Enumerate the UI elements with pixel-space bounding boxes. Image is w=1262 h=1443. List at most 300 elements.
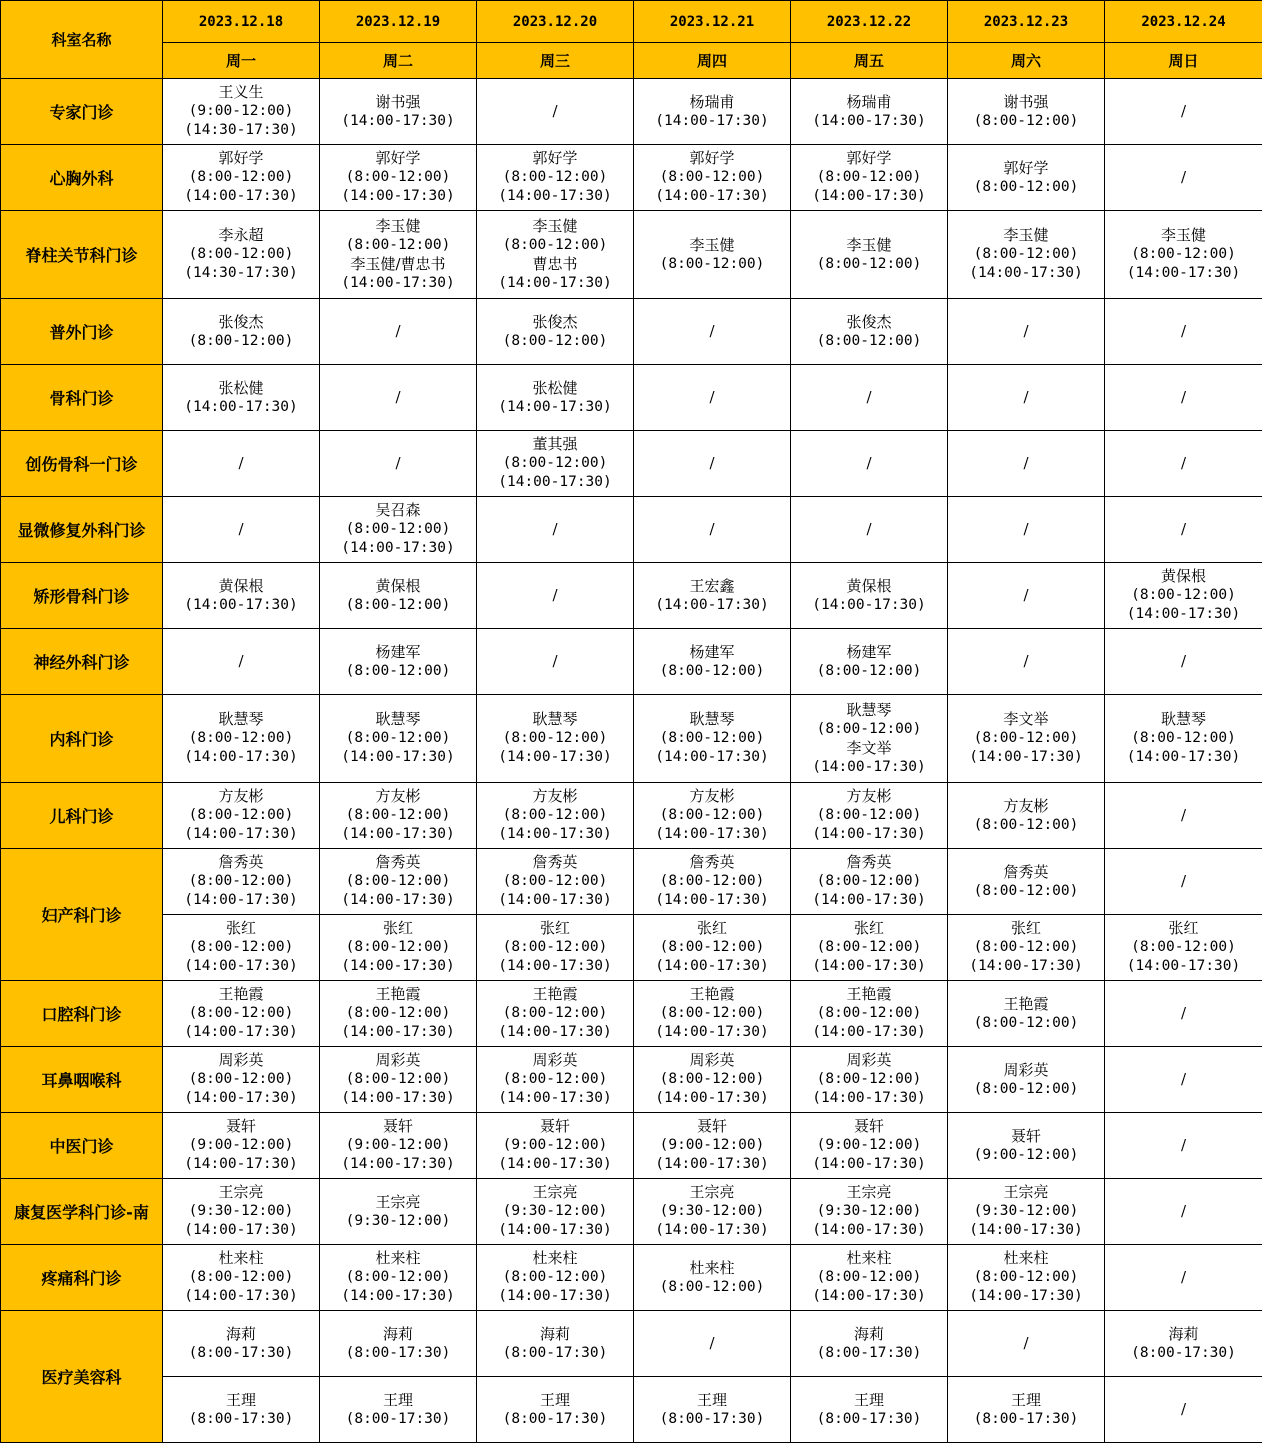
clinic-hours: (14:00-17:30) [791,1089,947,1108]
no-clinic-mark: / [948,652,1104,671]
schedule-cell [1105,563,1262,629]
doctor-name: 董其强 [477,435,633,454]
no-clinic-mark: / [791,454,947,473]
schedule-cell [634,79,791,145]
schedule-cell [1105,1245,1262,1311]
clinic-hours: (14:00-17:30) [477,1023,633,1042]
doctor-name: 杜来柱 [163,1249,319,1268]
doctor-name: 詹秀英 [477,853,633,872]
table-row [1,1113,1262,1179]
doctor-name: 郭好学 [477,149,633,168]
clinic-hours: (9:00-12:00) [948,1146,1104,1165]
schedule-cell [1105,849,1262,915]
table-row [1,431,1262,497]
schedule-cell [1105,299,1262,365]
clinic-hours: (8:00-12:00) [948,938,1104,957]
schedule-cell [948,299,1105,365]
no-clinic-mark: / [1105,652,1262,671]
weekday-header: 周一 [163,43,320,79]
schedule-cell [1105,79,1262,145]
doctor-name: 耿慧琴 [163,710,319,729]
doctor-name: 海莉 [791,1325,947,1344]
schedule-cell [320,915,477,981]
clinic-hours: (8:00-12:00) [1105,586,1262,605]
schedule-cell [948,1113,1105,1179]
clinic-hours: (8:00-12:00) [320,872,476,891]
clinic-hours: (8:00-12:00) [320,1268,476,1287]
clinic-hours: (8:00-12:00) [634,1004,790,1023]
doctor-name: 曹忠书 [477,255,633,274]
doctor-name: 谢书强 [948,93,1104,112]
doctor-name: 王理 [791,1391,947,1410]
department-name: 疼痛科门诊 [1,1245,163,1311]
clinic-hours: (8:00-12:00) [477,1070,633,1089]
clinic-hours: (14:00-17:30) [320,825,476,844]
date-header: 2023.12.19 [320,1,477,43]
schedule-cell [477,1245,634,1311]
clinic-hours: (14:00-17:30) [948,264,1104,283]
no-clinic-mark: / [1105,1268,1262,1287]
clinic-hours: (8:00-12:00) [634,938,790,957]
clinic-hours: (14:00-17:30) [1105,605,1262,624]
clinic-hours: (14:00-17:30) [163,748,319,767]
schedule-cell [320,1113,477,1179]
schedule-cell [477,1047,634,1113]
weekday-header: 周三 [477,43,634,79]
schedule-cell [791,695,948,783]
schedule-cell [948,695,1105,783]
schedule-cell [320,497,477,563]
doctor-name: 方友彬 [634,787,790,806]
table-row [1,783,1262,849]
doctor-name: 郭好学 [163,149,319,168]
clinic-hours: (8:00-12:00) [320,1004,476,1023]
schedule-cell [477,365,634,431]
clinic-hours: (14:00-17:30) [791,891,947,910]
schedule-cell [634,365,791,431]
schedule-cell [320,629,477,695]
doctor-name: 方友彬 [948,797,1104,816]
clinic-hours: (14:00-17:30) [477,891,633,910]
doctor-name: 周彩英 [477,1051,633,1070]
doctor-name: 聂轩 [948,1127,1104,1146]
schedule-cell [791,365,948,431]
doctor-name: 张红 [320,919,476,938]
schedule-cell [163,981,320,1047]
no-clinic-mark: / [1105,454,1262,473]
table-row [1,365,1262,431]
clinic-hours: (8:00-17:30) [948,1410,1104,1429]
schedule-cell [634,1377,791,1443]
clinic-hours: (8:00-12:00) [320,1070,476,1089]
no-clinic-mark: / [1105,872,1262,891]
clinic-hours: (14:00-17:30) [634,187,790,206]
doctor-name: 耿慧琴 [320,710,476,729]
clinic-hours: (8:00-12:00) [791,872,947,891]
clinic-hours: (8:00-12:00) [948,178,1104,197]
clinic-hours: (8:00-12:00) [477,236,633,255]
schedule-cell [634,1047,791,1113]
no-clinic-mark: / [163,520,319,539]
schedule-cell [634,915,791,981]
clinic-hours: (14:30-17:30) [163,121,319,140]
doctor-name: 王宗亮 [634,1183,790,1202]
clinic-hours: (8:00-17:30) [477,1344,633,1363]
table-row [1,79,1262,145]
clinic-hours: (8:00-12:00) [948,816,1104,835]
schedule-cell [791,1179,948,1245]
table-row [1,629,1262,695]
schedule-cell [1105,1377,1262,1443]
schedule-cell [477,431,634,497]
clinic-hours: (8:00-12:00) [791,1268,947,1287]
clinic-hours: (8:00-12:00) [791,662,947,681]
schedule-cell [320,1377,477,1443]
table-row [1,695,1262,783]
clinic-hours: (8:00-12:00) [477,1268,633,1287]
schedule-cell [634,1113,791,1179]
no-clinic-mark: / [1105,168,1262,187]
department-name: 康复医学科门诊-南 [1,1179,163,1245]
clinic-hours: (14:00-17:30) [791,1023,947,1042]
clinic-hours: (8:00-12:00) [163,729,319,748]
schedule-cell [634,1311,791,1377]
clinic-hours: (14:00-17:30) [634,748,790,767]
weekday-header: 周日 [1105,43,1262,79]
schedule-cell [634,211,791,299]
table-row [1,981,1262,1047]
date-header: 2023.12.21 [634,1,791,43]
clinic-hours: (14:00-17:30) [163,825,319,844]
schedule-cell [1105,211,1262,299]
clinic-hours: (9:00-12:00) [163,102,319,121]
clinic-hours: (14:00-17:30) [791,596,947,615]
no-clinic-mark: / [477,586,633,605]
doctor-name: 海莉 [163,1325,319,1344]
no-clinic-mark: / [1105,1136,1262,1155]
schedule-cell [163,145,320,211]
clinic-hours: (14:00-17:30) [320,1023,476,1042]
clinic-hours: (8:00-12:00) [477,872,633,891]
clinic-hours: (14:00-17:30) [477,1155,633,1174]
schedule-cell [163,1047,320,1113]
no-clinic-mark: / [477,520,633,539]
schedule-cell [477,629,634,695]
schedule-cell [791,79,948,145]
clinic-hours: (8:00-12:00) [948,1014,1104,1033]
schedule-cell [634,849,791,915]
schedule-cell [163,365,320,431]
clinic-hours: (9:30-12:00) [163,1202,319,1221]
clinic-hours: (8:00-12:00) [1105,938,1262,957]
doctor-name: 王义生 [163,83,319,102]
schedule-cell [163,1377,320,1443]
schedule-cell [791,563,948,629]
doctor-name: 詹秀英 [163,853,319,872]
schedule-cell [1105,431,1262,497]
department-name: 矫形骨科门诊 [1,563,163,629]
no-clinic-mark: / [1105,322,1262,341]
schedule-cell [477,783,634,849]
clinic-hours: (14:00-17:30) [320,1287,476,1306]
clinic-hours: (14:00-17:30) [163,1221,319,1240]
clinic-hours: (8:00-12:00) [634,872,790,891]
schedule-cell [948,1179,1105,1245]
no-clinic-mark: / [1105,806,1262,825]
schedule-cell [791,431,948,497]
schedule-cell [1105,1047,1262,1113]
doctor-name: 王艳霞 [320,985,476,1004]
clinic-hours: (9:00-12:00) [634,1136,790,1155]
schedule-cell [320,981,477,1047]
doctor-name: 聂轩 [320,1117,476,1136]
doctor-name: 詹秀英 [320,853,476,872]
date-header: 2023.12.23 [948,1,1105,43]
department-name: 显微修复外科门诊 [1,497,163,563]
doctor-name: 李玉健 [791,236,947,255]
schedule-cell [477,211,634,299]
clinic-hours: (14:00-17:30) [948,1287,1104,1306]
doctor-name: 张红 [791,919,947,938]
clinic-hours: (14:00-17:30) [634,112,790,131]
department-name: 内科门诊 [1,695,163,783]
clinic-hours: (14:00-17:30) [791,1221,947,1240]
doctor-name: 王宗亮 [320,1193,476,1212]
clinic-hours: (8:00-12:00) [634,168,790,187]
schedule-cell [1105,1113,1262,1179]
clinic-hours: (14:00-17:30) [634,1221,790,1240]
clinic-hours: (8:00-12:00) [791,1004,947,1023]
doctor-name: 李永超 [163,226,319,245]
schedule-cell [948,365,1105,431]
clinic-hours: (8:00-12:00) [948,245,1104,264]
schedule-cell [948,497,1105,563]
no-clinic-mark: / [948,586,1104,605]
table-row [1,299,1262,365]
doctor-name: 海莉 [320,1325,476,1344]
no-clinic-mark: / [1105,1070,1262,1089]
doctor-name: 王理 [948,1391,1104,1410]
schedule-cell [163,629,320,695]
clinic-hours: (14:00-17:30) [477,1221,633,1240]
schedule-cell [163,79,320,145]
clinic-hours: (8:00-12:00) [791,806,947,825]
clinic-hours: (14:00-17:30) [163,891,319,910]
schedule-cell [948,145,1105,211]
department-name: 耳鼻咽喉科 [1,1047,163,1113]
schedule-cell [634,563,791,629]
doctor-name: 李文举 [791,739,947,758]
schedule-cell [163,211,320,299]
clinic-hours: (8:00-12:00) [477,1004,633,1023]
doctor-name: 李玉健 [477,217,633,236]
schedule-cell [320,299,477,365]
clinic-hours: (14:00-17:30) [634,957,790,976]
table-row [1,1047,1262,1113]
no-clinic-mark: / [948,454,1104,473]
clinic-hours: (8:00-17:30) [320,1344,476,1363]
schedule-cell [634,145,791,211]
schedule-cell [634,1245,791,1311]
no-clinic-mark: / [634,1334,790,1353]
no-clinic-mark: / [1105,388,1262,407]
clinic-hours: (8:00-12:00) [163,1004,319,1023]
doctor-name: 王艳霞 [791,985,947,1004]
doctor-name: 张红 [163,919,319,938]
schedule-cell [477,981,634,1047]
schedule-cell [791,1311,948,1377]
schedule-cell [634,431,791,497]
doctor-name: 杨瑞甫 [791,93,947,112]
no-clinic-mark: / [948,388,1104,407]
doctor-name: 王艳霞 [634,985,790,1004]
clinic-hours: (8:00-12:00) [163,1070,319,1089]
clinic-hours: (14:00-17:30) [163,1089,319,1108]
doctor-name: 黄保根 [320,577,476,596]
schedule-cell [634,1179,791,1245]
clinic-hours: (14:00-17:30) [320,539,476,558]
schedule-cell [634,497,791,563]
clinic-hours: (14:00-17:30) [320,891,476,910]
clinic-hours: (8:00-12:00) [163,872,319,891]
doctor-name: 聂轩 [791,1117,947,1136]
no-clinic-mark: / [320,454,476,473]
doctor-name: 张红 [1105,919,1262,938]
schedule-body [1,1,1262,1443]
schedule-cell [1105,783,1262,849]
clinic-hours: (14:00-17:30) [477,1287,633,1306]
schedule-cell [320,1245,477,1311]
department-name: 口腔科门诊 [1,981,163,1047]
doctor-name: 王理 [320,1391,476,1410]
doctor-name: 李玉健/曹忠书 [320,255,476,274]
schedule-cell [948,431,1105,497]
clinic-hours: (8:00-12:00) [477,332,633,351]
schedule-cell [320,849,477,915]
department-name: 脊柱关节科门诊 [1,211,163,299]
clinic-hours: (14:00-17:30) [791,1155,947,1174]
doctor-name: 耿慧琴 [477,710,633,729]
no-clinic-mark: / [791,520,947,539]
doctor-name: 王宗亮 [948,1183,1104,1202]
clinic-hours: (14:00-17:30) [477,187,633,206]
doctor-name: 周彩英 [948,1061,1104,1080]
doctor-name: 李文举 [948,710,1104,729]
no-clinic-mark: / [634,520,790,539]
schedule-cell [634,695,791,783]
doctor-name: 李玉健 [320,217,476,236]
schedule-cell [948,1377,1105,1443]
clinic-hours: (14:00-17:30) [634,1089,790,1108]
no-clinic-mark: / [1105,1202,1262,1221]
doctor-name: 郭好学 [634,149,790,168]
doctor-name: 周彩英 [634,1051,790,1070]
weekday-header-row [1,43,1262,79]
clinic-hours: (14:00-17:30) [320,1089,476,1108]
schedule-cell [163,915,320,981]
clinic-hours: (14:00-17:30) [791,187,947,206]
clinic-hours: (8:00-12:00) [948,1268,1104,1287]
clinic-hours: (9:30-12:00) [948,1202,1104,1221]
doctor-name: 张红 [948,919,1104,938]
doctor-name: 张俊杰 [791,313,947,332]
schedule-cell [163,431,320,497]
schedule-cell [320,79,477,145]
doctor-name: 耿慧琴 [791,701,947,720]
clinic-hours: (8:00-17:30) [320,1410,476,1429]
department-header: 科室名称 [1,1,163,79]
clinic-hours: (8:00-17:30) [477,1410,633,1429]
schedule-cell [320,1179,477,1245]
doctor-name: 杨建军 [320,643,476,662]
schedule-cell [320,783,477,849]
department-name: 儿科门诊 [1,783,163,849]
table-row [1,563,1262,629]
schedule-cell [320,1311,477,1377]
schedule-cell [320,1047,477,1113]
schedule-cell [477,915,634,981]
schedule-cell [791,1377,948,1443]
clinic-hours: (8:00-12:00) [948,112,1104,131]
clinic-hours: (9:00-12:00) [320,1136,476,1155]
clinic-hours: (8:00-12:00) [320,938,476,957]
doctor-name: 王艳霞 [948,995,1104,1014]
clinic-hours: (8:00-12:00) [163,245,319,264]
table-row [1,1311,1262,1377]
table-row [1,915,1262,981]
doctor-name: 王理 [477,1391,633,1410]
schedule-cell [163,1179,320,1245]
clinic-hours: (14:00-17:30) [477,825,633,844]
doctor-name: 郭好学 [948,159,1104,178]
table-row [1,1245,1262,1311]
schedule-cell [477,497,634,563]
schedule-cell [948,79,1105,145]
schedule-cell [320,145,477,211]
clinic-hours: (8:00-12:00) [634,729,790,748]
clinic-hours: (9:00-12:00) [163,1136,319,1155]
clinic-hours: (8:00-12:00) [320,168,476,187]
doctor-name: 杜来柱 [477,1249,633,1268]
schedule-cell [634,629,791,695]
clinic-hours: (8:00-12:00) [320,806,476,825]
doctor-name: 郭好学 [791,149,947,168]
weekday-header: 周五 [791,43,948,79]
clinic-hours: (14:00-17:30) [1105,264,1262,283]
schedule-cell [163,1311,320,1377]
clinic-hours: (14:00-17:30) [1105,748,1262,767]
weekday-header: 周六 [948,43,1105,79]
doctor-name: 杜来柱 [634,1259,790,1278]
clinic-hours: (9:30-12:00) [477,1202,633,1221]
clinic-hours: (8:00-12:00) [948,882,1104,901]
no-clinic-mark: / [948,1334,1104,1353]
doctor-name: 方友彬 [320,787,476,806]
doctor-name: 张俊杰 [163,313,319,332]
no-clinic-mark: / [948,520,1104,539]
clinic-hours: (14:00-17:30) [948,957,1104,976]
doctor-name: 王理 [163,1391,319,1410]
doctor-name: 方友彬 [791,787,947,806]
clinic-hours: (14:00-17:30) [477,957,633,976]
schedule-cell [477,299,634,365]
clinic-hours: (8:00-12:00) [477,806,633,825]
clinic-hours: (14:00-17:30) [634,1023,790,1042]
clinic-hours: (8:00-17:30) [163,1344,319,1363]
date-header-row [1,1,1262,43]
schedule-cell [948,629,1105,695]
clinic-hours: (8:00-12:00) [320,596,476,615]
